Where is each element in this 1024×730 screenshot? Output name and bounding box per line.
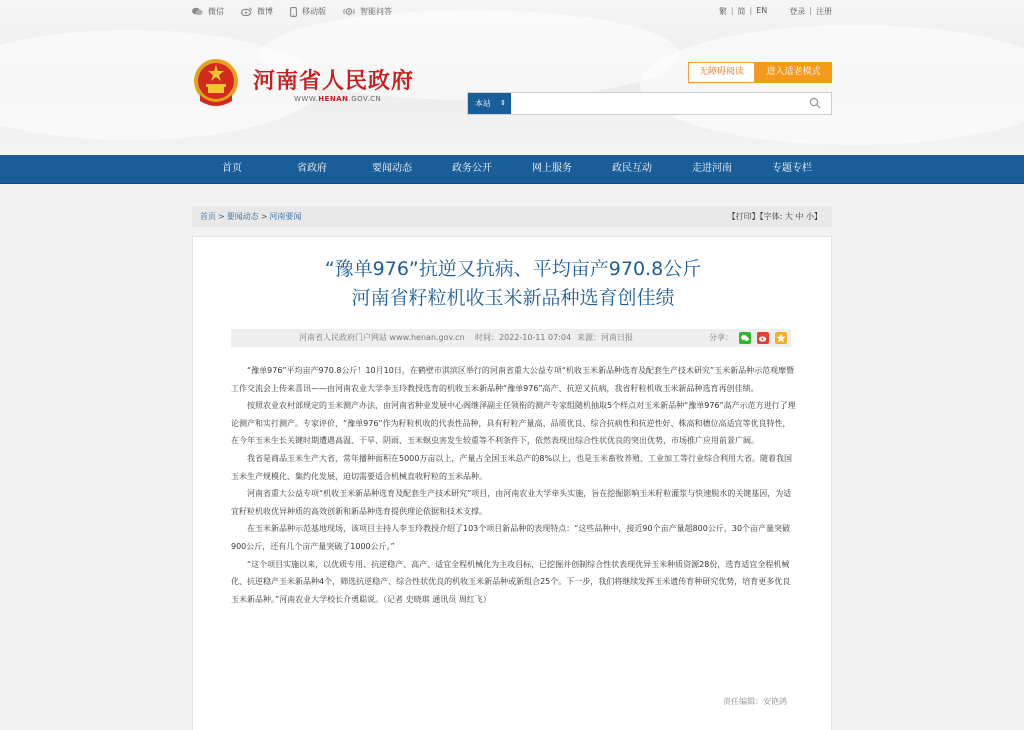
nav-item-government[interactable]: 省政府 <box>297 163 327 174</box>
article-source: 来源：河南日报 <box>577 333 633 342</box>
font-size-suffix: 】 <box>814 212 822 221</box>
article-paragraph: 河南省重大公益专项“机收玉米新品种选育及配套生产技术研究”项目，由河南农业大学牵头实施，旨在挖掘影响玉米籽粒灌浆与快速脱水的关键基因，为适宜籽粒机收优异种质的高效创新和新品种选育提供理论依据和技术支撑。 <box>231 489 792 516</box>
accessibility-button[interactable]: 无障碍阅读 <box>688 62 755 83</box>
article-paragraph: “这个项目实施以来，以优质专用、抗逆稳产、高产、适宜全程机械化为主攻目标，已挖掘并创制综合性状表现优异玉米种质资源28份，选育适宜全程机械化、抗逆稳产玉米新品种4个，筛选抗逆稳产、综合性状优良的机收玉米新品种或新组合25个。下一步，我们将继续发挥玉米遗传育种研究优势，培育更多优良玉米新品种。”河南农业大学校长介勇聪说。（记者 史晓琪 通讯员 周红飞） <box>231 559 791 604</box>
article-container <box>192 236 832 730</box>
nav-item-special-topics[interactable]: 专题专栏 <box>772 163 812 174</box>
nav-item-public-affairs[interactable]: 政务公开 <box>452 163 492 174</box>
site-title[interactable]: 河南省人民政府 <box>253 68 415 94</box>
lang-english[interactable]: EN <box>756 6 768 15</box>
updown-arrow-icon: ⇕ <box>500 99 506 107</box>
breadcrumb-home[interactable]: 首页 <box>200 212 216 221</box>
font-medium-button[interactable]: 中 <box>795 212 804 221</box>
breadcrumb <box>192 206 832 227</box>
article-tools <box>728 206 822 227</box>
search-bar <box>467 92 832 115</box>
smart-qa-icon <box>343 7 355 16</box>
nav-item-interaction[interactable]: 政民互动 <box>612 163 652 174</box>
article-title-line1: “豫单976”抗逆又抗病、平均亩产970.8公斤 <box>324 258 702 280</box>
nav-item-about-henan[interactable]: 走进河南 <box>692 163 732 174</box>
font-large-button[interactable]: 大 <box>784 212 793 221</box>
article-paragraph: 按照农业农村部规定的玉米测产办法，由河南省种业发展中心阁继泽副主任领衔的测产专家组随机抽取5个样点对玉米新品种“豫单976”高产示范方进行了理论测产和实打测产。专家评价，“豫单976”作为籽粒机收的代表性品种，具有籽粒产量高、品质优良、综合抗病性和抗逆性好、株高和穗位高适宜等优良特性，在今年玉米生长关键时期遭遇高温、干旱、阴雨、玉米螟虫害发生较重等不利条件下，依然表现出综合性状优良的突出优势，市场推广应用前景广阔。 <box>231 401 796 446</box>
breadcrumb-separator: > <box>218 212 225 221</box>
breadcrumb-separator: > <box>260 212 268 221</box>
search-scope-label: 本站 <box>475 99 491 108</box>
font-size-label: 【字体: <box>759 212 783 221</box>
breadcrumb-news[interactable]: 要闻动态 <box>226 212 259 221</box>
national-emblem-logo[interactable] <box>192 57 240 109</box>
wechat-label: 微信 <box>208 7 224 16</box>
article-title-line2: 河南省籽粒机收玉米新品种选育创佳绩 <box>351 287 675 309</box>
search-icon[interactable] <box>809 97 821 109</box>
national-emblem-icon <box>192 57 240 109</box>
smart-qa-link[interactable] <box>343 6 392 17</box>
print-button[interactable]: 【打印】 <box>727 212 760 221</box>
lang-simplified[interactable]: 简 <box>737 7 746 16</box>
search-scope-select[interactable] <box>468 93 511 114</box>
register-link[interactable]: 注册 <box>816 7 832 16</box>
lang-traditional[interactable]: 繁 <box>718 7 727 16</box>
smart-qa-label: 智能问答 <box>360 7 392 16</box>
wechat-link[interactable] <box>192 6 224 17</box>
nav-item-home[interactable]: 首页 <box>222 163 242 174</box>
article-paragraph: 我省是商品玉米生产大省，常年播种面积在5000万亩以上，产量占全国玉米总产的8%以上，也是玉米畜牧养殖、工业加工等行业综合利用大省。随着我国玉米生产规模化、集约化发展，迫切需要适合机械直收籽粒的玉米品种。 <box>231 453 793 481</box>
mobile-label: 移动版 <box>302 7 326 16</box>
font-small-button[interactable]: 小 <box>806 212 814 221</box>
wechat-share-icon[interactable] <box>739 332 751 344</box>
spacer <box>771 6 785 17</box>
article-time: 时间：2022-10-11 07:04 <box>475 333 572 342</box>
article-meta <box>231 329 791 347</box>
banner-cloud <box>640 25 1024 145</box>
login-link[interactable]: 登录 <box>789 7 806 16</box>
mobile-link[interactable] <box>290 6 326 17</box>
article-body <box>231 362 797 608</box>
elder-mode-button[interactable]: 进入适老模式 <box>755 62 832 83</box>
article-title <box>193 255 833 313</box>
separator: | <box>730 6 734 15</box>
qzone-share-icon[interactable] <box>775 332 787 344</box>
article-source-site: 河南省人民政府门户网站 www.henan.gov.cn <box>299 333 465 342</box>
article-paragraph: 在玉米新品种示范基地现场，该项目主持人李玉玲教授介绍了103个项目新品种的表现特点：“这些品种中，接近90个亩产量超800公斤，30个亩产量突破900公斤，还有几个亩产量突破了1000公斤。” <box>231 524 791 551</box>
nav-item-online-services[interactable]: 网上服务 <box>532 163 572 174</box>
url-suffix: .GOV.CN <box>348 95 382 103</box>
article-paragraph: “豫单976”平均亩产970.8公斤！10月10日，在鹤壁市淇滨区举行的河南省重大公益专项“机收玉米新品种选育及配套生产技术研究”玉米新品种示范观摩暨工作交流会上传来喜讯——由河南农业大学李玉玲教授选育的机收玉米新品种“豫单976”高产、抗逆又抗病，我省籽粒机收玉米新品种选育再创佳绩。 <box>231 366 795 393</box>
separator: | <box>749 6 753 15</box>
header-banner <box>0 0 1024 155</box>
weibo-share-icon[interactable] <box>757 332 769 344</box>
weibo-link[interactable] <box>241 6 273 17</box>
url-brand: HENAN <box>318 95 349 103</box>
site-url <box>294 95 381 103</box>
responsible-editor: 责任编辑：安艳鸽 <box>723 697 787 706</box>
top-utility-bar <box>192 6 832 18</box>
breadcrumb-henan-news[interactable]: 河南要闻 <box>269 212 302 221</box>
mobile-icon <box>290 7 297 17</box>
search-input[interactable] <box>512 93 808 114</box>
share-label: 分享： <box>709 333 733 342</box>
nav-item-news[interactable]: 要闻动态 <box>372 163 412 174</box>
main-nav <box>0 155 1024 184</box>
separator: | <box>809 6 812 15</box>
weibo-icon <box>241 7 252 16</box>
url-prefix: WWW. <box>294 95 319 103</box>
weibo-label: 微博 <box>257 7 273 16</box>
wechat-icon <box>192 7 203 16</box>
